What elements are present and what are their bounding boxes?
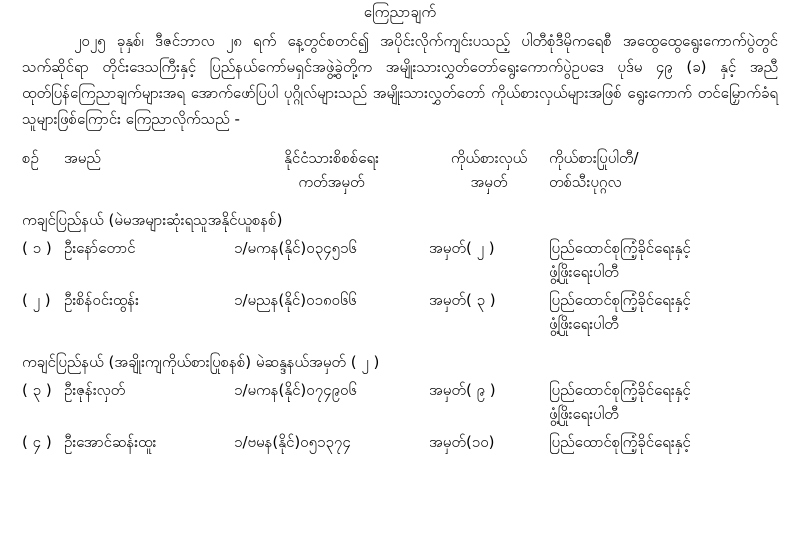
row-rep-number: အမှတ်(၁၀) (429, 433, 495, 451)
column-header-no: စဉ် (22, 149, 39, 167)
column-header-nrc-line2: ကတ်အမှတ် (298, 173, 365, 191)
row-party-line1: ပြည်ထောင်စုကြံ့ခိုင်ရေးနှင့် (549, 433, 691, 451)
row-rep-number: အမှတ်( ၉ ) (429, 381, 496, 399)
row-party-line1: ပြည်ထောင်စုကြံ့ခိုင်ရေးနှင့် (549, 239, 691, 257)
intro-paragraph-text: ၂၀၂၅ ခုနှစ်၊ ဒီဇင်ဘာလ ၂၈ ရက် နေ့တွင်စတင်၍ အပိုင်းလိုက်ကျင်းပသည့် ပါတီစုံဒီမိုကရေစီ အထွေထွေရွေးကောက်ပွဲတွင် သက်ဆိုင်ရာ တိုင်းဒေသကြီးနှင့် ပြည်နယ်ကော်မရှင်အဖွဲ့ခွဲတို့က အမျိုးသားလွှတ်တော်ရွေးကောက်ပွဲဥပဒေ ပုဒ်မ ၄၉ (ခ) နှင့် အညီ ထုတ်ပြန်ကြေညာချက်များအရ အောက်ဖော်ပြပါ ပုဂ္ဂိုလ်များသည် အမျိုးသားလွှတ်တော် ကိုယ်စားလှယ်များအဖြစ် ရွေးကောက် တင်မြှောက်ခံရသူများဖြစ်ကြောင်း ကြေညာလိုက်သည် - (22, 32, 778, 128)
column-header-party-line1: ကိုယ်စားပြုပါတီ/ (549, 149, 639, 167)
row-nrc: ၁/မကန(နိုင်)၀၇၄၉၀၆ (234, 381, 357, 399)
column-header-party-line2: တစ်သီးပုဂ္ဂလ (549, 173, 622, 191)
section-kachin-fptp (0, 208, 800, 336)
row-name: ဦးအောင်ဆန်းထူး (64, 433, 157, 451)
row-name: ဦးဇုန်းလှတ် (64, 381, 126, 399)
column-header-rep-line2: အမှတ် (470, 173, 508, 191)
table-row (22, 430, 778, 454)
row-party (549, 378, 764, 426)
row-party-line2: ဖွံ့ဖြိုးရေးပါတီ (549, 263, 619, 281)
row-name: ဦးနော်တောင် (64, 239, 136, 257)
row-rep-number: အမှတ်( ၃ ) (429, 291, 496, 309)
row-no: ( ၁ ) (22, 239, 52, 257)
row-party (549, 430, 764, 454)
column-header-name: အမည် (64, 149, 101, 167)
row-party-line2: ဖွံ့ဖြိုးရေးပါတီ (549, 405, 619, 423)
table-header-row-1 (22, 146, 778, 170)
intro-paragraph-block (0, 22, 800, 132)
table-row (22, 288, 778, 336)
row-no: ( ၄ ) (22, 433, 52, 451)
column-header-no-spacer (22, 170, 64, 194)
row-no: ( ၂ ) (22, 291, 51, 309)
row-party-line2: ဖွံ့ဖြိုးရေးပါတီ (549, 315, 619, 333)
table-header-row-2 (22, 170, 778, 194)
row-nrc: ၁/မညန(နိုင်)၀၁၈၀၆၆ (234, 291, 357, 309)
row-party-line1: ပြည်ထောင်စုကြံ့ခိုင်ရေးနှင့် (549, 291, 691, 309)
section-heading: ကချင်ပြည်နယ် (အချိုးကျကိုယ်စားပြုစနစ်) မဲဆန္ဒနယ်အမှတ် ( ၂ ) (22, 353, 380, 371)
row-nrc: ၁/ဗမန(နိုင်)၀၅၁၃၇၄ (234, 433, 351, 451)
column-header-rep-line1: ကိုယ်စားလှယ် (450, 149, 528, 167)
section-heading: ကချင်ပြည်နယ် (မဲမအများဆုံးရသူအနိုင်ယူစနစ်) (22, 211, 283, 229)
row-nrc: ၁/မကန(နိုင်)၀၃၄၅၁၆ (234, 239, 357, 257)
column-header-nrc-line1: နိုင်ငံသားစိစစ်ရေး (284, 149, 379, 167)
intro-paragraph (22, 28, 778, 132)
row-party-line1: ပြည်ထောင်စုကြံ့ခိုင်ရေးနှင့် (549, 381, 691, 399)
table-row (22, 236, 778, 284)
column-header-name-spacer (64, 170, 234, 194)
page-title: ကြေညာချက် (363, 3, 437, 21)
section-kachin-pr (0, 350, 800, 454)
row-no: ( ၃ ) (22, 381, 52, 399)
row-party (549, 236, 764, 284)
row-name: ဦးစိန်ဝင်းထွန်း (64, 291, 139, 309)
row-party (549, 288, 764, 336)
row-rep-number: အမှတ်( ၂ ) (429, 239, 495, 257)
table-header (0, 146, 800, 194)
table-row (22, 378, 778, 426)
